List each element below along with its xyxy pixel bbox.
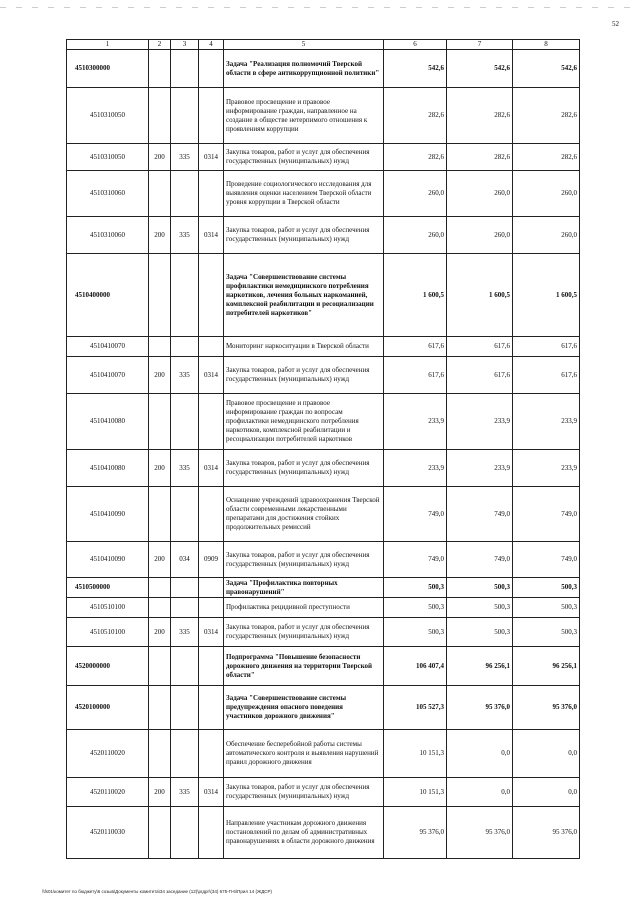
- row-value-year3: 282,6: [513, 88, 580, 144]
- row-value-year1: 233,9: [384, 450, 447, 487]
- row-value-year3: 95 376,0: [513, 807, 580, 859]
- scan-edge-marks: [0, 7, 640, 8]
- table-row: [67, 357, 580, 394]
- table-row: [67, 171, 580, 217]
- row-value-year3: 95 376,0: [513, 686, 580, 730]
- row-name: Задача "Профилактика повторных правонарушений": [224, 578, 384, 598]
- row-name: Задача "Реализация полномочий Тверской области в сфере антикоррупционной политики": [224, 50, 384, 88]
- row-code: 4520110020: [67, 730, 149, 778]
- row-section-code: 0909: [199, 542, 224, 578]
- row-value-year2: 749,0: [447, 542, 513, 578]
- row-code: 4510510100: [67, 598, 149, 618]
- row-name: Закупка товаров, работ и услуг для обеспечения государственных (муниципальных) нужд: [224, 778, 384, 807]
- row-name: Направление участникам дорожного движения постановлений по делам об административных правонарушениях в области дорожного движения: [224, 807, 384, 859]
- row-admin-code: [171, 807, 199, 859]
- row-admin-code: 335: [171, 450, 199, 487]
- header-cell: 2: [149, 40, 171, 50]
- row-value-year1: 500,3: [384, 598, 447, 618]
- row-admin-code: 335: [171, 357, 199, 394]
- row-value-year2: 96 256,1: [447, 647, 513, 686]
- row-value-year3: 617,6: [513, 337, 580, 357]
- row-admin-code: [171, 578, 199, 598]
- row-value-year2: 1 600,5: [447, 254, 513, 337]
- row-admin-code: [171, 88, 199, 144]
- table-row: [67, 217, 580, 254]
- row-admin-code: [171, 730, 199, 778]
- row-value-year2: 95 376,0: [447, 807, 513, 859]
- row-code: 4510410090: [67, 487, 149, 542]
- row-type-code: [149, 730, 171, 778]
- row-value-year1: 617,6: [384, 337, 447, 357]
- row-value-year3: 282,6: [513, 144, 580, 171]
- row-value-year1: 500,3: [384, 618, 447, 647]
- row-value-year3: 500,3: [513, 618, 580, 647]
- row-section-code: [199, 394, 224, 450]
- table-row: [67, 337, 580, 357]
- table-row: [67, 450, 580, 487]
- row-type-code: 200: [149, 450, 171, 487]
- row-admin-code: [171, 647, 199, 686]
- row-value-year1: 10 151,3: [384, 778, 447, 807]
- row-admin-code: 335: [171, 144, 199, 171]
- row-code: 4510410070: [67, 357, 149, 394]
- row-type-code: 200: [149, 542, 171, 578]
- row-value-year2: 500,3: [447, 618, 513, 647]
- row-admin-code: 034: [171, 542, 199, 578]
- table-row: [67, 807, 580, 859]
- row-value-year1: 749,0: [384, 542, 447, 578]
- row-code: 4510400000: [67, 254, 149, 337]
- row-value-year3: 500,3: [513, 598, 580, 618]
- row-type-code: 200: [149, 778, 171, 807]
- row-name: Закупка товаров, работ и услуг для обеспечения государственных (муниципальных) нужд: [224, 618, 384, 647]
- row-value-year3: 96 256,1: [513, 647, 580, 686]
- row-section-code: [199, 171, 224, 217]
- row-code: 4510300000: [67, 50, 149, 88]
- row-code: 4510410080: [67, 394, 149, 450]
- table-row: [67, 487, 580, 542]
- table-row: [67, 778, 580, 807]
- table-row: [67, 730, 580, 778]
- row-value-year1: 260,0: [384, 171, 447, 217]
- row-section-code: [199, 487, 224, 542]
- row-section-code: [199, 337, 224, 357]
- row-value-year1: 749,0: [384, 487, 447, 542]
- row-admin-code: [171, 50, 199, 88]
- table-row: [67, 542, 580, 578]
- row-value-year1: 95 376,0: [384, 807, 447, 859]
- row-section-code: 0314: [199, 144, 224, 171]
- row-value-year2: 617,6: [447, 357, 513, 394]
- row-name: Правовое просвещение и правовое информирование граждан по вопросам профилактики немедицинского потребления наркотиков, комплексной реабилитации и ресоциализации потребителей наркотиков: [224, 394, 384, 450]
- row-code: 4510310050: [67, 144, 149, 171]
- row-name: Оснащение учреждений здравоохранения Тверской области современными лекарственными препаратами для достижения стойких продолжительных ремиссий: [224, 487, 384, 542]
- row-value-year1: 10 151,3: [384, 730, 447, 778]
- row-value-year1: 500,3: [384, 578, 447, 598]
- row-value-year1: 617,6: [384, 357, 447, 394]
- row-value-year3: 749,0: [513, 487, 580, 542]
- row-value-year3: 1 600,5: [513, 254, 580, 337]
- row-code: 4510310060: [67, 217, 149, 254]
- row-section-code: [199, 807, 224, 859]
- row-name: Закупка товаров, работ и услуг для обеспечения государственных (муниципальных) нужд: [224, 542, 384, 578]
- header-cell: 4: [199, 40, 224, 50]
- row-type-code: [149, 254, 171, 337]
- row-value-year3: 617,6: [513, 357, 580, 394]
- row-value-year2: 282,6: [447, 144, 513, 171]
- row-name: Закупка товаров, работ и услуг для обеспечения государственных (муниципальных) нужд: [224, 450, 384, 487]
- table-row: [67, 686, 580, 730]
- row-name: Профилактика рецидивной преступности: [224, 598, 384, 618]
- row-name: Закупка товаров, работ и услуг для обеспечения государственных (муниципальных) нужд: [224, 217, 384, 254]
- row-section-code: [199, 578, 224, 598]
- budget-table: [66, 39, 580, 859]
- row-type-code: [149, 578, 171, 598]
- row-code: 4510310050: [67, 88, 149, 144]
- row-name: Мониторинг наркоситуации в Тверской области: [224, 337, 384, 357]
- row-type-code: [149, 50, 171, 88]
- row-value-year2: 749,0: [447, 487, 513, 542]
- row-code: 4520000000: [67, 647, 149, 686]
- row-section-code: 0314: [199, 778, 224, 807]
- header-cell: 3: [171, 40, 199, 50]
- row-value-year2: 500,3: [447, 578, 513, 598]
- table-row: [67, 254, 580, 337]
- row-code: 4520110030: [67, 807, 149, 859]
- row-value-year3: 260,0: [513, 171, 580, 217]
- row-code: 4510410070: [67, 337, 149, 357]
- header-cell: 8: [513, 40, 580, 50]
- row-section-code: [199, 647, 224, 686]
- row-code: 4510410090: [67, 542, 149, 578]
- row-code: 4510510100: [67, 618, 149, 647]
- row-value-year2: 617,6: [447, 337, 513, 357]
- row-value-year1: 260,0: [384, 217, 447, 254]
- row-name: Правовое просвещение и правовое информирование граждан, направленное на создание в обществе нетерпимого отношения к проявлениям коррупции: [224, 88, 384, 144]
- table-row: [67, 618, 580, 647]
- row-value-year1: 233,9: [384, 394, 447, 450]
- row-value-year3: 233,9: [513, 450, 580, 487]
- row-type-code: [149, 807, 171, 859]
- row-section-code: [199, 254, 224, 337]
- row-name: Задача "Совершенствование системы предупреждения опасного поведения участников дорожного движения": [224, 686, 384, 730]
- row-name: Закупка товаров, работ и услуг для обеспечения государственных (муниципальных) нужд: [224, 144, 384, 171]
- row-type-code: [149, 647, 171, 686]
- row-admin-code: 335: [171, 618, 199, 647]
- row-section-code: [199, 50, 224, 88]
- row-admin-code: [171, 254, 199, 337]
- table-row: [67, 50, 580, 88]
- row-value-year3: 260,0: [513, 217, 580, 254]
- row-type-code: 200: [149, 357, 171, 394]
- table-row: [67, 394, 580, 450]
- row-value-year1: 105 527,3: [384, 686, 447, 730]
- row-value-year2: 282,6: [447, 88, 513, 144]
- row-code: 4510310060: [67, 171, 149, 217]
- row-section-code: 0314: [199, 618, 224, 647]
- row-value-year3: 749,0: [513, 542, 580, 578]
- row-value-year2: 95 376,0: [447, 686, 513, 730]
- table-row: [67, 647, 580, 686]
- page-number: 52: [612, 20, 619, 28]
- row-code: 4520100000: [67, 686, 149, 730]
- row-type-code: 200: [149, 217, 171, 254]
- row-admin-code: [171, 487, 199, 542]
- row-value-year3: 0,0: [513, 778, 580, 807]
- footer-file-path: \\fs01\комитет по бюджету\6 созыв\Документы комитета\34 заседание (12)\ргдрг\(34) 675-П-6\Прил 14 (ЖДСР): [42, 889, 273, 894]
- row-admin-code: 335: [171, 778, 199, 807]
- row-name: Закупка товаров, работ и услуг для обеспечения государственных (муниципальных) нужд: [224, 357, 384, 394]
- row-admin-code: [171, 394, 199, 450]
- row-type-code: [149, 337, 171, 357]
- table-row: [67, 88, 580, 144]
- row-value-year1: 106 407,4: [384, 647, 447, 686]
- row-name: Подпрограмма "Повышение безопасности дорожного движения на территории Тверской области": [224, 647, 384, 686]
- row-section-code: [199, 730, 224, 778]
- row-type-code: [149, 598, 171, 618]
- row-name: Проведение социологического исследования для выявления оценки населением Тверской области уровня коррупции в Тверской области: [224, 171, 384, 217]
- row-section-code: [199, 686, 224, 730]
- row-code: 4510500000: [67, 578, 149, 598]
- row-section-code: [199, 88, 224, 144]
- header-cell: 1: [67, 40, 149, 50]
- row-value-year2: 500,3: [447, 598, 513, 618]
- table-row: [67, 598, 580, 618]
- row-value-year2: 0,0: [447, 778, 513, 807]
- row-value-year3: 542,6: [513, 50, 580, 88]
- row-value-year1: 1 600,5: [384, 254, 447, 337]
- row-code: 4510410080: [67, 450, 149, 487]
- row-value-year2: 233,9: [447, 450, 513, 487]
- row-value-year2: 260,0: [447, 171, 513, 217]
- header-cell: 7: [447, 40, 513, 50]
- row-type-code: [149, 394, 171, 450]
- row-section-code: 0314: [199, 357, 224, 394]
- row-value-year2: 0,0: [447, 730, 513, 778]
- table-row: [67, 578, 580, 598]
- row-value-year3: 0,0: [513, 730, 580, 778]
- header-row: [67, 40, 580, 50]
- row-name: Обеспечение бесперебойной работы системы автоматического контроля и выявления нарушений правил дорожного движения: [224, 730, 384, 778]
- row-type-code: [149, 88, 171, 144]
- row-admin-code: 335: [171, 217, 199, 254]
- header-cell: 6: [384, 40, 447, 50]
- row-type-code: [149, 171, 171, 217]
- row-section-code: 0314: [199, 450, 224, 487]
- row-code: 4520110020: [67, 778, 149, 807]
- row-value-year1: 542,6: [384, 50, 447, 88]
- row-admin-code: [171, 598, 199, 618]
- row-value-year3: 500,3: [513, 578, 580, 598]
- row-admin-code: [171, 171, 199, 217]
- row-value-year1: 282,6: [384, 144, 447, 171]
- row-value-year3: 233,9: [513, 394, 580, 450]
- header-cell: 5: [224, 40, 384, 50]
- table-row: [67, 144, 580, 171]
- row-value-year1: 282,6: [384, 88, 447, 144]
- row-admin-code: [171, 337, 199, 357]
- row-type-code: 200: [149, 144, 171, 171]
- row-section-code: [199, 598, 224, 618]
- row-value-year2: 542,6: [447, 50, 513, 88]
- row-value-year2: 233,9: [447, 394, 513, 450]
- row-type-code: [149, 487, 171, 542]
- row-admin-code: [171, 686, 199, 730]
- row-type-code: [149, 686, 171, 730]
- row-section-code: 0314: [199, 217, 224, 254]
- row-type-code: 200: [149, 618, 171, 647]
- row-name: Задача "Совершенствование системы профилактики немедицинского потребления наркотиков, лечения больных наркоманией, комплексной реабилитации и ресоциализации потребителей наркотиков": [224, 254, 384, 337]
- row-value-year2: 260,0: [447, 217, 513, 254]
